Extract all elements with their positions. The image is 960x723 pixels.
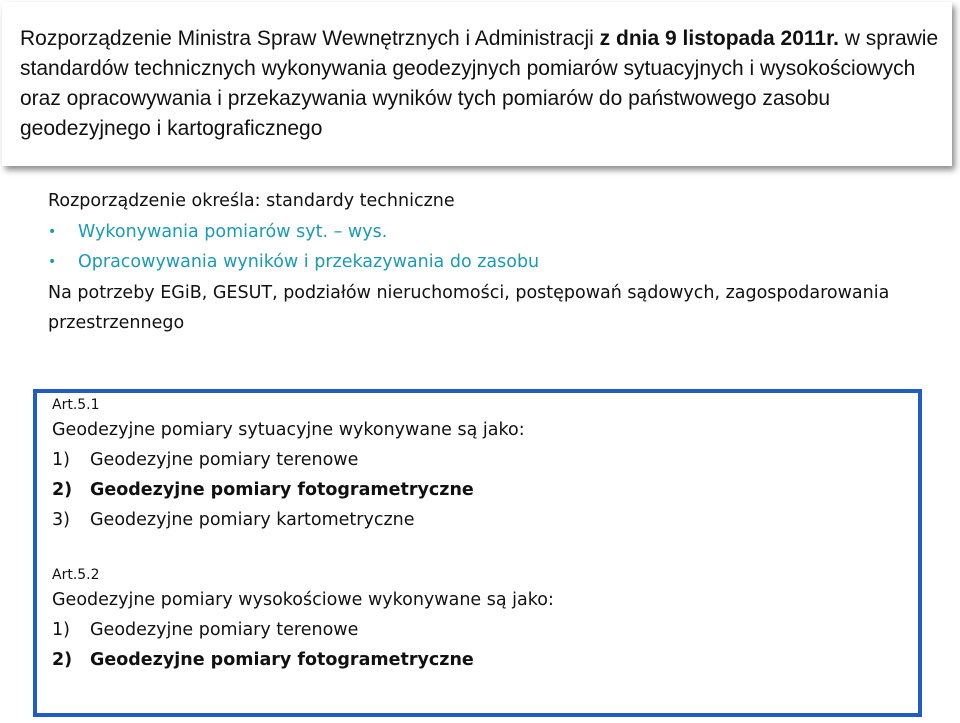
scope-intro: Rozporządzenie określa: standardy techniczne	[48, 191, 455, 211]
list-item-number: 2)	[52, 480, 73, 500]
list-item-number: 1)	[52, 450, 70, 470]
scope-bullet	[48, 217, 948, 248]
scope-purpose: Na potrzeby EGiB, GESUT, podziałów nieruchomości, postępowań sądowych, zagospodarowania przestrzennego	[48, 282, 890, 333]
list-item	[52, 475, 912, 505]
list-item-text: Geodezyjne pomiary terenowe	[90, 450, 359, 470]
list-item-number: 2)	[52, 650, 73, 670]
article-heading: Geodezyjne pomiary sytuacyjne wykonywane są jako:	[52, 420, 525, 440]
title-part2: w sprawie standardów technicznych wykonywania geodezyjnych pomiarów sytuacyjnych i wysokościowych oraz opracowywania i przekazywania wyników tych pomiarów do państwowego zasobu geodezyjnego i kartograficznego	[20, 27, 939, 140]
list-item	[52, 645, 912, 675]
article-label: Art.5.2	[52, 567, 100, 583]
bullet-icon: •	[48, 254, 57, 270]
articles-box	[33, 389, 922, 717]
list-item-text: Geodezyjne pomiary kartometryczne	[90, 510, 415, 530]
list-item-number: 3)	[52, 510, 70, 530]
scope-bullet	[48, 247, 948, 278]
scope-bullet-text: Opracowywania wyników i przekazywania do zasobu	[78, 252, 540, 272]
list-item-text: Geodezyjne pomiary fotogrametryczne	[90, 480, 474, 500]
regulation-title	[20, 24, 940, 144]
list-item-text: Geodezyjne pomiary terenowe	[90, 620, 359, 640]
article-label: Art.5.1	[52, 397, 100, 413]
list-item	[52, 505, 912, 535]
list-item	[52, 615, 912, 645]
regulation-title-box	[2, 2, 952, 166]
list-item-number: 1)	[52, 620, 70, 640]
articles-content	[52, 395, 912, 675]
bullet-icon: •	[48, 223, 57, 240]
spacer	[52, 535, 912, 565]
title-part1: Rozporządzenie Ministra Spraw Wewnętrznych i Administracji	[20, 27, 600, 50]
scope-section	[48, 186, 948, 339]
article-heading: Geodezyjne pomiary wysokościowe wykonywane są jako:	[52, 590, 554, 610]
scope-bullet-text: Wykonywania pomiarów syt. – wys.	[78, 221, 388, 242]
list-item-text: Geodezyjne pomiary fotogrametryczne	[90, 650, 474, 670]
title-date: z dnia 9 listopada 2011r.	[599, 27, 839, 50]
list-item	[52, 445, 912, 475]
